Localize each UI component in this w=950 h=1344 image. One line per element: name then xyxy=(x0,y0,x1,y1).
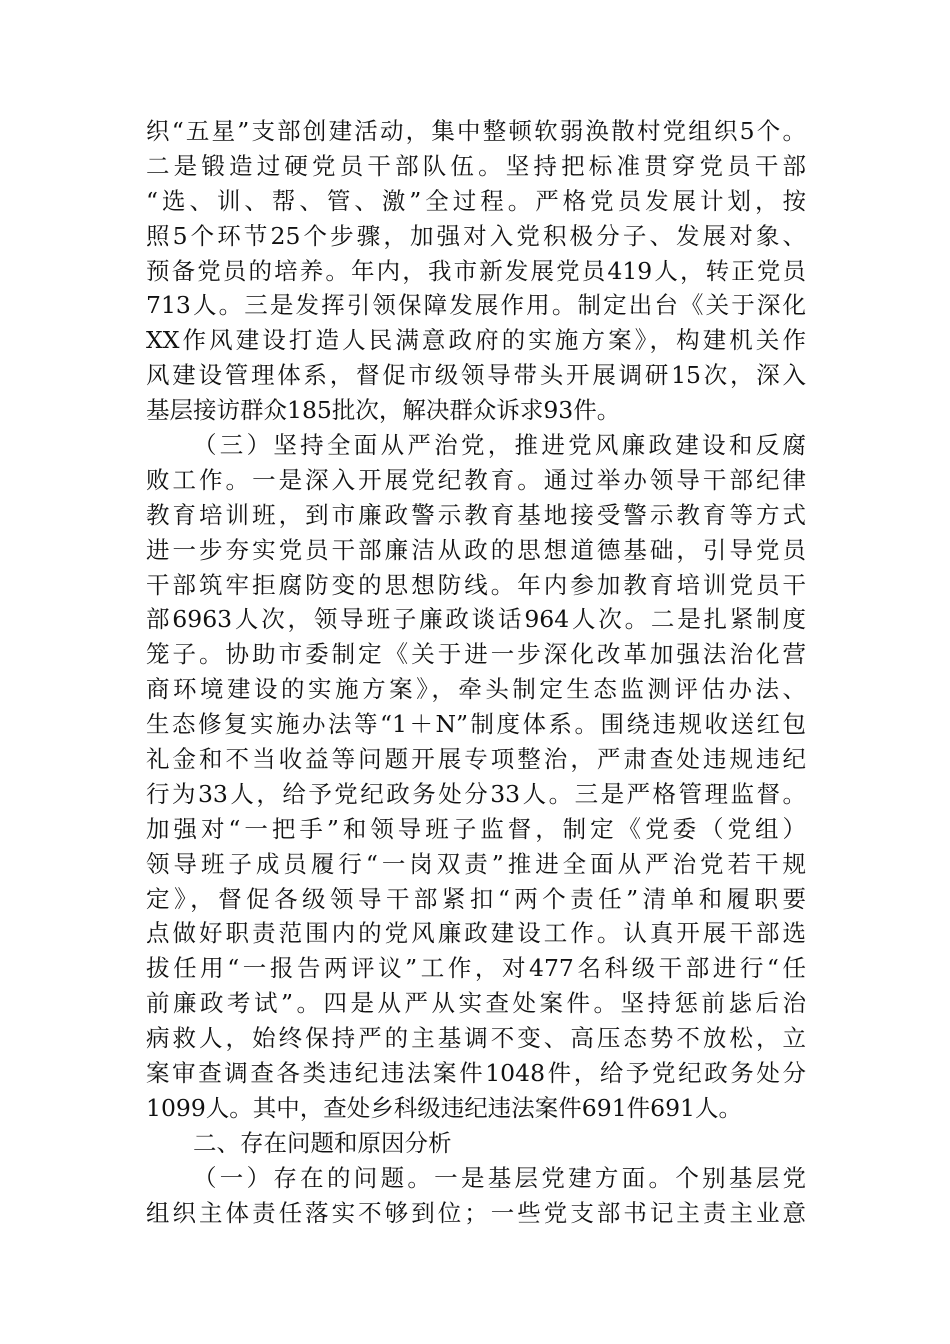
text-line: 进一步夯实党员干部廉洁从政的思想道德基础，引导党员 xyxy=(146,535,806,564)
text-line: 713人。三是发挥引领保障发展作用。制定出台《关于深化 xyxy=(146,291,806,320)
text-line: 礼金和不当收益等问题开展专项整治，严肃查处违规违纪 xyxy=(146,745,806,774)
text-line: 商环境建设的实施方案》，牵头制定生态监测评估办法、 xyxy=(146,675,806,704)
text-line: 定》，督促各级领导干部紧扣“两个责任”清单和履职要 xyxy=(146,884,806,913)
text-line: 预备党员的培养。年内，我市新发展党员419人，转正党员 xyxy=(146,256,806,285)
text-line: 教育培训班，到市廉政警示教育基地接受警示教育等方式 xyxy=(146,500,806,529)
text-line: 案审查调查各类违纪违法案件1048件，给予党纪政务处分 xyxy=(146,1059,806,1088)
text-line: 拔任用“一报告两评议”工作，对477名科级干部进行“任 xyxy=(146,954,806,983)
chapter-heading: 二、存在问题和原因分析 xyxy=(193,1128,452,1157)
text-line: 基层接访群众185批次，解决群众诉求93件。 xyxy=(146,396,621,425)
text-line: 组织主体责任落实不够到位；一些党支部书记主责主业意 xyxy=(146,1198,806,1227)
body-text xyxy=(146,114,806,1231)
text-line: 领导班子成员履行“一岗双责”推进全面从严治党若干规 xyxy=(146,849,806,878)
text-line: XX作风建设打造人民满意政府的实施方案》，构建机关作 xyxy=(146,326,806,355)
text-line: 部6963人次，领导班子廉政谈话964人次。二是扎紧制度 xyxy=(146,605,806,634)
text-line: “选、训、帮、管、激”全过程。严格党员发展计划，按 xyxy=(146,186,806,215)
text-line: 加强对“一把手”和领导班子监督，制定《党委（党组） xyxy=(146,814,806,843)
text-line: 织“五星”支部创建活动，集中整顿软弱涣散村党组织5个。 xyxy=(146,117,806,145)
text-line: 前廉政考试”。四是从严从实查处案件。坚持惩前毖后治 xyxy=(146,989,806,1018)
text-line: 风建设管理体系，督促市级领导带头开展调研15次，深入 xyxy=(146,361,806,390)
text-line: 笼子。协助市委制定《关于进一步深化改革加强法治化营 xyxy=(146,640,806,669)
text-line: 1099人。其中，查处乡科级违纪违法案件691件691人。 xyxy=(146,1093,743,1122)
text-line: 生态修复实施办法等“1＋N”制度体系。围绕违规收送红包 xyxy=(146,710,806,739)
section-heading-line: （三）坚持全面从严治党，推进党风廉政建设和反腐 xyxy=(193,431,806,460)
text-line: 干部筑牢拒腐防变的思想防线。年内参加教育培训党员干 xyxy=(146,570,806,599)
text-line: 行为33人，给予党纪政务处分33人。三是严格管理监督。 xyxy=(146,779,806,808)
text-line: 二是锻造过硬党员干部队伍。坚持把标准贯穿党员干部 xyxy=(146,151,806,180)
text-line: 照5个环节25个步骤，加强对入党积极分子、发展对象、 xyxy=(146,221,806,250)
section-heading-line: （一）存在的问题。一是基层党建方面。个别基层党 xyxy=(193,1163,806,1192)
text-line: 病救人，始终保持严的主基调不变、高压态势不放松，立 xyxy=(146,1024,806,1053)
text-line: 点做好职责范围内的党风廉政建设工作。认真开展干部选 xyxy=(146,919,806,948)
text-line: 败工作。一是深入开展党纪教育。通过举办领导干部纪律 xyxy=(146,465,806,494)
